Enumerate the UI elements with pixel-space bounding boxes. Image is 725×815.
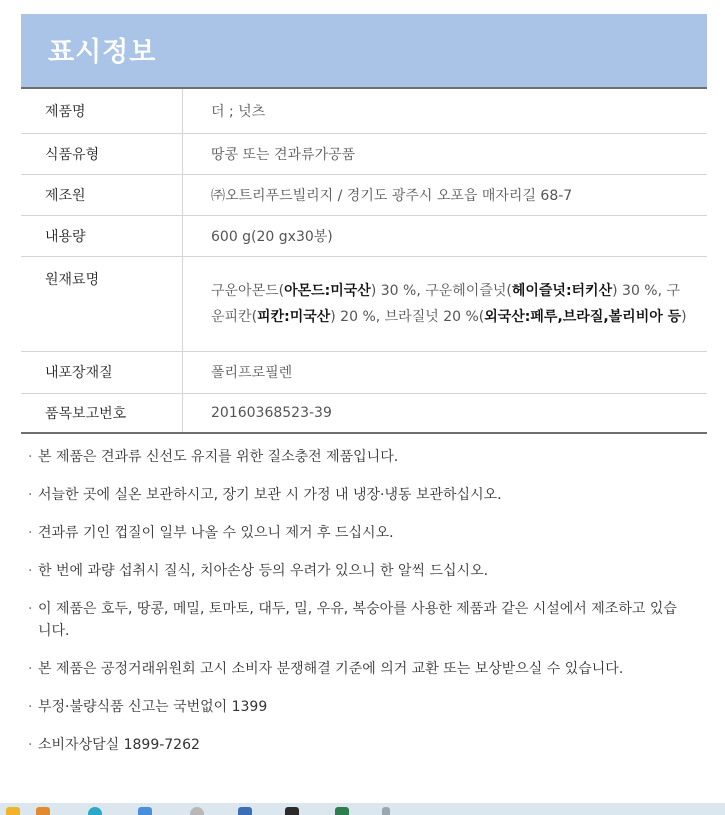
notice-text: 서늘한 곳에 실온 보관하시고, 장기 보관 시 가정 내 냉장·냉동 보관하십시오.	[38, 487, 502, 503]
page-title: 표시정보	[48, 37, 157, 68]
list-item	[27, 446, 717, 468]
row-label: 원재료명	[21, 256, 183, 351]
list-item	[27, 560, 717, 582]
ingredient-origin: 피칸:미국산	[257, 308, 331, 325]
table-row	[21, 393, 707, 433]
list-item	[27, 658, 717, 680]
ingredient-origin: 아몬드:미국산	[284, 282, 371, 299]
ingredient-origin: 외국산:페루,브라질,볼리비아 등	[484, 308, 682, 325]
list-item	[27, 696, 717, 718]
bullet-mark: ·	[28, 525, 33, 541]
bullet-mark: ·	[28, 737, 33, 753]
ingredient-text: )	[681, 308, 687, 325]
row-label: 식품유형	[21, 133, 183, 174]
notice-text: 본 제품은 견과류 신선도 유지를 위한 질소충전 제품입니다.	[38, 449, 399, 465]
notice-text: 본 제품은 공정거래위원회 고시 소비자 분쟁해결 기준에 의거 교환 또는 보상받으실 수 있습니다.	[38, 661, 624, 677]
table-row	[21, 351, 707, 393]
window-icon[interactable]	[138, 807, 152, 815]
row-value: 땅콩 또는 견과류가공품	[183, 133, 708, 174]
notice-text: 소비자상담실 1899-7262	[38, 737, 200, 753]
ingredient-origin: 헤이즐넛:터키산	[511, 282, 613, 299]
row-label: 내포장재질	[21, 351, 183, 393]
ingredient-text: ) 30 %, 구운피칸(	[211, 282, 681, 325]
taskbar-strip	[0, 803, 725, 815]
notice-text: 견과류 기인 껍질이 일부 나올 수 있으니 제거 후 드십시오.	[38, 525, 394, 541]
list-item	[27, 598, 717, 642]
sheet-icon[interactable]	[335, 807, 349, 815]
row-value: 더 ; 넛츠	[183, 89, 708, 133]
table-row	[21, 215, 707, 256]
row-label: 제품명	[21, 89, 183, 133]
bullet-mark: ·	[28, 487, 33, 503]
list-item	[27, 484, 717, 506]
row-value: ㈜오트리푸드빌리지 / 경기도 광주시 오포읍 매자리길 68-7	[183, 174, 708, 215]
table-row	[21, 89, 707, 133]
list-item	[27, 734, 717, 756]
table-row	[21, 256, 707, 351]
notice-text: 한 번에 과량 섭취시 질식, 치아손상 등의 우려가 있으니 한 알씩 드십시오.	[38, 563, 489, 579]
row-value: 폴리프로필렌	[183, 351, 708, 393]
row-label: 품목보고번호	[21, 393, 183, 433]
notice-text: 부정·불량식품 신고는 국번없이 1399	[38, 699, 268, 715]
app-icon[interactable]	[36, 807, 50, 815]
store-icon[interactable]	[238, 807, 252, 815]
row-label: 내용량	[21, 215, 183, 256]
list-item	[27, 522, 717, 544]
media-icon[interactable]	[285, 807, 299, 815]
ingredients-value	[183, 256, 708, 351]
info-header	[21, 14, 707, 89]
row-value: 600 g(20 gx30봉)	[183, 215, 708, 256]
folder-icon[interactable]	[6, 807, 20, 815]
bullet-mark: ·	[28, 601, 33, 617]
browser-icon[interactable]	[88, 807, 102, 815]
table-row	[21, 133, 707, 174]
product-info-table	[21, 89, 707, 434]
row-value: 20160368523-39	[183, 393, 708, 433]
ingredient-text: 구운아몬드(	[211, 282, 285, 299]
bullet-mark: ·	[28, 661, 33, 677]
notice-text: 이 제품은 호두, 땅콩, 메밀, 토마토, 대두, 밀, 우유, 복숭아를 사용한 제품과 같은 시설에서 제조하고 있습니다.	[38, 601, 677, 639]
ingredient-text: ) 20 %, 브라질넛 20 %(	[330, 308, 485, 325]
misc-icon[interactable]	[382, 807, 390, 815]
bullet-mark: ·	[28, 563, 33, 579]
settings-icon[interactable]	[190, 807, 204, 815]
row-label: 제조원	[21, 174, 183, 215]
bullet-mark: ·	[28, 699, 33, 715]
bullet-mark: ·	[28, 449, 33, 465]
notice-list	[27, 446, 717, 772]
table-row	[21, 174, 707, 215]
ingredient-text: ) 30 %, 구운헤이즐넛(	[370, 282, 512, 299]
